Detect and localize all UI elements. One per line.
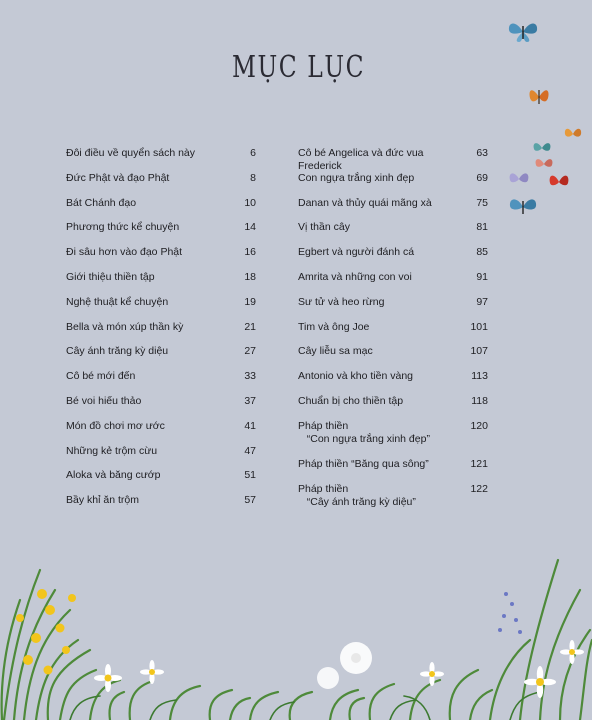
toc-entry <box>298 246 488 271</box>
toc-entry-page: 91 <box>476 270 488 283</box>
butterfly-icon <box>548 172 570 192</box>
butterfly-icon <box>508 170 530 188</box>
toc-entry-title: Tim và ông Joe <box>298 320 370 333</box>
toc-entry-title: Món đồ chơi mơ ước <box>66 419 165 432</box>
toc-entry-page: 75 <box>476 196 488 209</box>
toc-entry-page: 121 <box>470 458 488 471</box>
toc-entry <box>66 147 256 172</box>
toc-entry <box>66 321 256 346</box>
toc-entry-page: 51 <box>244 469 256 482</box>
toc-entry <box>298 147 488 172</box>
toc-entry-page: 97 <box>476 295 488 308</box>
toc-entry <box>66 395 256 420</box>
toc-entry-page: 101 <box>470 320 488 333</box>
toc-entry-title: Bầy khỉ ăn trộm <box>66 494 139 507</box>
toc-entry <box>298 420 488 459</box>
toc-entry-page: 6 <box>250 147 256 159</box>
toc-entry-title: Danan và thủy quái mãng xà <box>298 196 432 209</box>
toc-entry-title: Đức Phật và đạo Phật <box>66 171 170 184</box>
toc-entry-page: 8 <box>250 171 256 184</box>
toc-entry-page: 21 <box>244 320 256 333</box>
toc-entry-page: 41 <box>244 419 256 432</box>
toc-entry-title: Con ngựa trắng xinh đẹp <box>298 171 415 184</box>
toc-entry-title: Pháp thiền “Con ngựa trắng xinh đẹp” <box>298 419 430 445</box>
toc-entry-title: Bella và món xúp thần kỳ <box>66 320 184 333</box>
toc-entry <box>66 469 256 494</box>
toc-entry-page: 33 <box>244 370 256 383</box>
toc-entry-page: 47 <box>244 444 256 457</box>
grass-icon <box>2 560 592 720</box>
toc-right-column <box>298 147 488 522</box>
toc-entry <box>298 271 488 296</box>
butterfly-icon <box>534 156 554 172</box>
daisy-icon <box>94 640 584 698</box>
toc-entry <box>298 197 488 222</box>
butterfly-icon <box>506 20 540 44</box>
toc-entry-title: Pháp thiền “Cây ánh trăng kỳ diệu” <box>298 483 416 509</box>
toc-entry-page: 37 <box>244 394 256 407</box>
toc-entry <box>298 296 488 321</box>
toc-entry-title: Chuẩn bị cho thiền tập <box>298 394 404 407</box>
toc-entry <box>66 494 256 519</box>
toc-entry-page: 16 <box>244 246 256 259</box>
toc-entry <box>298 345 488 370</box>
toc-entry <box>66 296 256 321</box>
toc-entry-title: Amrita và những con voi <box>298 270 412 283</box>
toc-entry <box>66 172 256 197</box>
toc-entry-title: Bé voi hiếu thảo <box>66 394 142 407</box>
toc-entry <box>66 370 256 395</box>
toc-entry-title: Cây liễu sa mạc <box>298 345 373 358</box>
toc-entry-title: Vị thần cây <box>298 221 350 234</box>
toc-entry <box>298 221 488 246</box>
meadow-illustration <box>0 520 592 720</box>
butterfly-icon <box>508 196 538 218</box>
toc-entry <box>298 395 488 420</box>
toc-entry-title: Giới thiệu thiền tập <box>66 270 155 283</box>
toc-entry <box>298 458 488 483</box>
page-title: MỤC LỤC <box>232 50 366 85</box>
toc-entry-title: Sư tử và heo rừng <box>298 295 385 308</box>
toc-entry-title: Bát Chánh đạo <box>66 196 137 209</box>
toc-entry <box>298 370 488 395</box>
toc-entry <box>298 483 488 522</box>
toc-entry <box>298 321 488 346</box>
toc-entry-page: 107 <box>470 345 488 358</box>
toc-entry-title: Phương thức kể chuyện <box>66 221 180 234</box>
toc-entry <box>66 345 256 370</box>
toc-entry-title: Đi sâu hơn vào đạo Phật <box>66 246 183 259</box>
toc-entry-title: Egbert và người đánh cá <box>298 246 415 259</box>
toc-entry-title: Aloka và băng cướp <box>66 469 161 482</box>
toc-entry-title: Antonio và kho tiền vàng <box>298 370 413 383</box>
toc-entry-page: 69 <box>476 171 488 184</box>
yellow-flower-icon <box>16 589 76 675</box>
toc-entry-page: 18 <box>244 270 256 283</box>
toc-entry <box>66 271 256 296</box>
toc-entry-title: Pháp thiền “Băng qua sông” <box>298 458 429 471</box>
toc-entry <box>66 445 256 470</box>
toc-entry-page: 27 <box>244 345 256 358</box>
toc-left-column <box>66 147 256 519</box>
toc-entry-title: Đôi điều về quyển sách này <box>66 147 195 159</box>
toc-entry-page: 10 <box>244 196 256 209</box>
toc-entry <box>66 197 256 222</box>
toc-entry-title: Những kẻ trộm cừu <box>66 444 158 457</box>
toc-entry-page: 14 <box>244 221 256 234</box>
toc-entry-page: 122 <box>470 483 488 496</box>
toc-entry-page: 113 <box>471 370 488 383</box>
butterfly-icon <box>528 84 550 110</box>
toc-entry-page: 57 <box>244 494 256 507</box>
butterfly-icon <box>564 126 582 142</box>
dandelion-icon <box>317 642 372 689</box>
toc-entry <box>66 246 256 271</box>
butterfly-icon <box>532 140 552 156</box>
toc-entry-page: 81 <box>476 221 488 234</box>
toc-entry-page: 118 <box>471 394 488 407</box>
toc-entry <box>66 221 256 246</box>
toc-entry-page: 19 <box>244 295 256 308</box>
toc-entry <box>66 420 256 445</box>
toc-entry-page: 85 <box>476 246 488 259</box>
toc-entry-title: Nghệ thuật kể chuyện <box>66 295 169 308</box>
toc-entry-title: Cô bé mới đến <box>66 370 136 383</box>
toc-entry <box>298 172 488 197</box>
toc-entry-title: Cây ánh trăng kỳ diệu <box>66 345 169 358</box>
toc-entry-page: 63 <box>476 147 488 159</box>
toc-entry-page: 120 <box>470 419 488 432</box>
toc-entry-title: Cô bé Angelica và đức vua Frederick <box>298 147 424 172</box>
